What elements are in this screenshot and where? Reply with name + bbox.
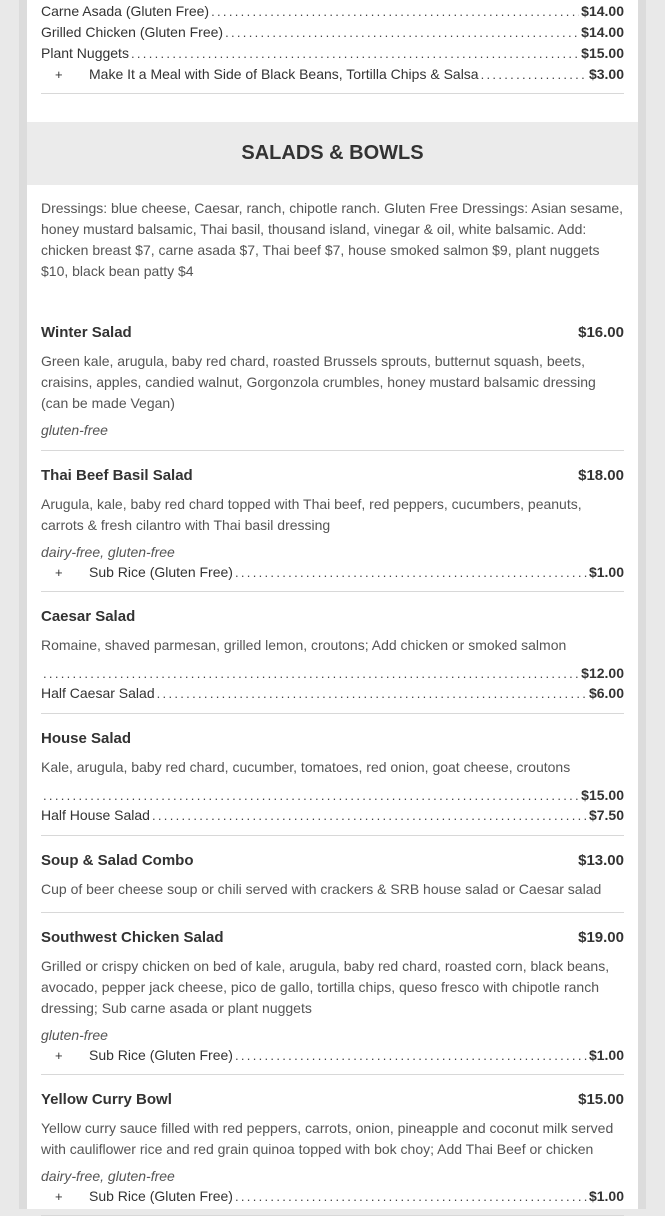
item-name: Southwest Chicken Salad: [41, 929, 224, 946]
menu-page: [19, 0, 646, 1209]
item-name: Thai Beef Basil Salad: [41, 467, 193, 484]
item-description: Yellow curry sauce filled with red peppers, carrots, onion, pineapple and coconut milk served with cauliflower rice and red grain quinoa topped with bok choy; Add Thai Beef or chicken: [41, 1120, 614, 1157]
dot-leader: [157, 685, 587, 702]
section-title: SALADS & BOWLS: [241, 142, 424, 164]
dietary-tags: gluten-free: [41, 422, 108, 438]
size-price: $6.00: [588, 685, 624, 701]
menu-item: [41, 714, 624, 824]
item-price: $19.00: [578, 929, 624, 946]
size-row: [41, 665, 624, 682]
item-name: Plant Nuggets: [41, 45, 129, 61]
addon-name: Sub Rice (Gluten Free): [89, 564, 233, 580]
dietary-tags: dairy-free, gluten-free: [41, 544, 175, 560]
addon-name: Make It a Meal with Side of Black Beans, Tortilla Chips & Salsa: [89, 66, 479, 82]
item-price: $14.00: [581, 24, 624, 40]
addon-price: $1.00: [588, 1047, 624, 1063]
addon-row: [41, 1047, 624, 1064]
size-price: $7.50: [588, 807, 624, 823]
dot-leader: [225, 24, 579, 41]
menu-item: [41, 836, 624, 900]
menu-item: [41, 451, 624, 581]
addon-price: $1.00: [588, 564, 624, 580]
item-description: Green kale, arugula, baby red chard, roasted Brussels sprouts, butternut squash, beets, craisins, apples, candied walnut, Gorgonzola crumbles, honey mustard balsamic dressing (can be made Vegan): [41, 353, 596, 411]
item-price: $16.00: [578, 324, 624, 341]
menu-row: [41, 20, 624, 41]
section-header: [27, 122, 638, 185]
item-price: $15.00: [578, 1091, 624, 1108]
item-name: Winter Salad: [41, 324, 132, 341]
section-description: Dressings: blue cheese, Caesar, ranch, chipotle ranch. Gluten Free Dressings: Asian sesame, honey mustard balsamic, Thai basil, thousand island, vinegar & oil, white balsamic. Add: chicken breast $7, carne asada $7, Thai beef $7, house smoked salmon $9, plant nuggets $10, black bean patty $4: [41, 200, 624, 279]
plus-icon: +: [55, 67, 63, 82]
item-price: $15.00: [581, 45, 624, 61]
item-price: $13.00: [578, 852, 624, 869]
menu-row: [41, 41, 624, 62]
dot-leader: [235, 1047, 587, 1064]
menu-item: [41, 1075, 624, 1205]
addon-row: [41, 564, 624, 581]
menu-row: [41, 0, 624, 20]
dot-leader: [131, 45, 579, 62]
dot-leader: [152, 807, 587, 824]
item-name: Soup & Salad Combo: [41, 852, 194, 869]
item-name: Yellow Curry Bowl: [41, 1091, 172, 1108]
size-name: Half House Salad: [41, 807, 150, 823]
size-row: [41, 807, 624, 824]
item-name: Carne Asada (Gluten Free): [41, 3, 210, 19]
addon-row: [41, 62, 624, 83]
item-description: Romaine, shaved parmesan, grilled lemon, croutons; Add chicken or smoked salmon: [41, 637, 567, 653]
menu-item: [41, 592, 624, 702]
item-description: Grilled or crispy chicken on bed of kale, arugula, baby red chard, roasted corn, black beans, avocado, pepper jack cheese, pico de gallo, tortilla chips, queso fresco with chipotle ranch dressing; Sub carne asada or plant nuggets: [41, 958, 610, 1016]
menu-item: [41, 913, 624, 1064]
plus-icon: +: [55, 1048, 63, 1063]
item-price: $14.00: [581, 3, 624, 19]
dot-leader: [211, 3, 579, 20]
plus-icon: +: [55, 1189, 63, 1204]
item-price: $18.00: [578, 467, 624, 484]
size-name: Half Caesar Salad: [41, 685, 155, 701]
addon-row: [41, 1188, 624, 1205]
size-row: [41, 787, 624, 804]
addon-price: $3.00: [588, 66, 624, 82]
dot-leader: [43, 787, 579, 804]
plus-icon: +: [55, 565, 63, 580]
dietary-tags: dairy-free, gluten-free: [41, 1168, 175, 1184]
menu-content: [27, 0, 638, 1216]
size-row: [41, 685, 624, 702]
addon-name: Sub Rice (Gluten Free): [89, 1047, 233, 1063]
dot-leader: [481, 66, 587, 83]
item-name: Caesar Salad: [41, 608, 136, 625]
addon-price: $1.00: [588, 1188, 624, 1204]
dietary-tags: gluten-free: [41, 1027, 108, 1043]
dot-leader: [43, 665, 579, 682]
item-description: Cup of beer cheese soup or chili served with crackers & SRB house salad or Caesar salad: [41, 881, 602, 897]
size-price: $15.00: [581, 787, 624, 803]
dot-leader: [235, 1188, 587, 1205]
menu-item: [41, 308, 624, 439]
top-items-list: [41, 0, 624, 83]
dot-leader: [235, 564, 587, 581]
item-name: Grilled Chicken (Gluten Free): [41, 24, 224, 40]
item-description: Kale, arugula, baby red chard, cucumber, tomatoes, red onion, goat cheese, croutons: [41, 759, 571, 775]
addon-name: Sub Rice (Gluten Free): [89, 1188, 233, 1204]
item-description: Arugula, kale, baby red chard topped with Thai beef, red peppers, cucumbers, peanuts, carrots & fresh cilantro with Thai basil dressing: [41, 496, 582, 533]
item-name: House Salad: [41, 730, 132, 747]
size-price: $12.00: [581, 665, 624, 681]
